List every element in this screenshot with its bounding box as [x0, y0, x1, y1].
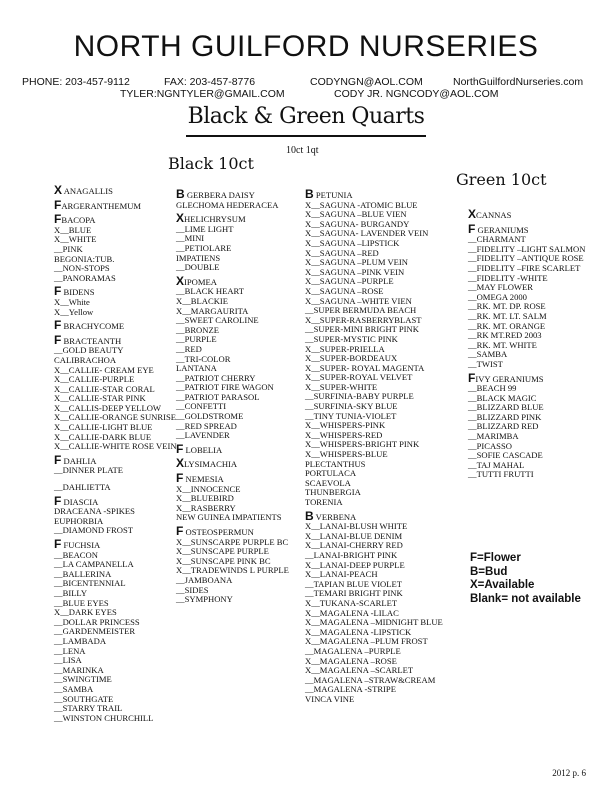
list-item: __WINSTON CHURCHILL: [54, 712, 154, 723]
list-item: __TINY TUNIA-VIOLET: [305, 410, 397, 421]
list-item: X__CALLIE-STAR CORAL: [54, 383, 155, 394]
list-item: __DOUBLE: [176, 262, 220, 273]
category-heading: [54, 539, 177, 551]
list-item: CALIBRACHOA: [54, 354, 117, 365]
plant-list-column-2: [176, 186, 289, 605]
list-item: X__WHISPERS-BLUE: [305, 449, 388, 460]
status-marker: F: [54, 197, 62, 212]
list-item: __MARIMBA: [468, 431, 519, 442]
list-item: THUNBERGIA: [305, 487, 361, 498]
list-item: __RK. MT. LT. SALM: [468, 310, 547, 321]
list-item: __PETIOLARE: [176, 242, 232, 253]
list-item: X__SAGUNA –PURPLE: [305, 276, 394, 287]
list-item: __RK. MT. ORANGE: [468, 320, 546, 331]
list-item: X__CALLIS-DEEP YELLOW: [54, 402, 162, 413]
list-item: __TAJ MAHAL: [468, 459, 525, 470]
list-item: __BILLY: [54, 587, 88, 598]
list-item: __TRI-COLOR: [176, 353, 231, 364]
list-item: X__MAGALENA –ROSE: [305, 655, 397, 666]
list-item: __RED: [176, 343, 202, 354]
list-item: __SUPER-MYSTIC PINK: [305, 333, 398, 344]
list-item: __SAMBA: [468, 349, 508, 360]
list-item: X__SAGUNA –ROSE: [305, 285, 384, 296]
list-item: X__LANAI-BLUE DENIM: [305, 530, 403, 541]
list-item: __RED SPREAD: [176, 420, 237, 431]
list-item: X__MAGALENA -LILAC: [305, 607, 399, 618]
list-item: __MAGALENA –PURPLE: [305, 645, 401, 656]
list-item: __MAGALENA –STRAW&CREAM: [305, 674, 436, 685]
list-item: __TAPIAN BLUE VIOLET: [305, 578, 403, 589]
list-item: TORENIA: [305, 497, 343, 507]
list-item: __DAHLIETTA: [54, 482, 111, 493]
category-heading: [176, 458, 289, 470]
list-item: X__CALLIE-LIGHT BLUE: [54, 422, 153, 433]
category-heading: [176, 526, 289, 538]
list-item: X__CALLIE-WHITE ROSE VEIN: [54, 441, 177, 452]
list-item: __BLUE EYES: [54, 597, 109, 608]
category-name: IVY GERANIUMS: [475, 373, 544, 384]
list-item: __RK. MT. WHITE: [468, 339, 537, 350]
status-marker: F: [54, 212, 62, 227]
list-item: X__CALLIE-DARK BLUE: [54, 431, 152, 442]
status-marker: F: [54, 452, 62, 467]
list-item: __BLACK MAGIC: [468, 392, 537, 403]
list-item: X__LANAI-CHERRY RED: [305, 540, 403, 551]
status-marker: F: [54, 537, 62, 551]
list-item: __PURPLE: [176, 334, 217, 345]
category-name: IPOMEA: [184, 276, 217, 287]
list-item: X__SAGUNA- LAVENDER VEIN: [305, 228, 429, 239]
status-marker: F: [176, 471, 184, 486]
list-item: __FIDELITY –LIGHT SALMON: [468, 243, 586, 254]
category-name: NEMESIA: [183, 474, 224, 485]
page-footer: 2012 p. 6: [552, 768, 586, 778]
list-item: X__WHISPERS-BRIGHT PINK: [305, 439, 420, 450]
list-item: X__SUNSCARPE PURPLE BC: [176, 536, 289, 547]
list-item: X__White: [54, 296, 90, 307]
list-item: X__SAGUNA –PLUM VEIN: [305, 257, 408, 268]
list-item: X__TRADEWINDS L PURPLE: [176, 565, 289, 576]
list-item: __CHARMANT: [468, 234, 526, 245]
list-item: X__WHISPERS-PINK: [305, 420, 386, 431]
list-item: DRACEANA -SPIKES: [54, 506, 135, 517]
list-item: X__SUPER- ROYAL MAGENTA: [305, 362, 425, 373]
category-name: BACOPA: [61, 215, 96, 226]
list-item: X__MAGALENA –PLUM FROST: [305, 636, 428, 647]
list-item: __PATRIOT CHERRY: [176, 372, 256, 383]
list-item: __DIAMOND FROST: [54, 525, 134, 536]
list-item: __DINNER PLATE: [54, 465, 123, 476]
legend-flower: F=Flower: [470, 552, 521, 564]
plant-list-column-3: [305, 186, 443, 704]
list-item: X__MAGALENA –MIDNIGHT BLUE: [305, 617, 443, 628]
list-item: X__INNOCENCE: [176, 483, 241, 494]
list-item: X__CALLIE-ORANGE SUNRISE: [54, 412, 176, 423]
list-item: X__CALLIE-PURPLE: [54, 374, 135, 385]
status-marker: F: [54, 284, 62, 299]
category-heading: [176, 441, 289, 456]
category-heading: [305, 189, 443, 201]
status-marker: B: [176, 187, 185, 201]
list-item: X__BLACKIE: [176, 295, 229, 306]
list-item: __MINI: [176, 233, 205, 244]
subtitle-size: 10ct 1qt: [286, 145, 319, 156]
list-item: X__SUNSCAPE PINK BC: [176, 555, 271, 566]
category-heading: [468, 209, 585, 221]
list-item: X__Yellow: [54, 306, 94, 317]
list-item: X__MARGAURITA: [176, 305, 249, 316]
status-marker: X: [176, 273, 185, 288]
list-item: X__SAGUNA –WHITE VIEN: [305, 295, 412, 306]
website-link[interactable]: NorthGuilfordNurseries.com: [453, 76, 584, 88]
list-item: __LANAI-BRIGHT PINK: [305, 549, 398, 560]
plant-list-column-4: [468, 206, 585, 480]
list-item: __BICENTENNIAL: [54, 578, 126, 589]
status-marker: B: [305, 187, 314, 201]
subtitle-underline: [186, 135, 426, 137]
list-item: __NON-STOPS: [54, 263, 110, 274]
list-item: __BEACON: [54, 549, 98, 560]
list-item: __PICASSO: [468, 440, 512, 451]
phone: PHONE: 203-457-9112: [22, 76, 130, 88]
list-item: GLECHOMA HEDERACEA: [176, 199, 279, 210]
list-item: __BEACH 99: [468, 383, 517, 394]
list-item: X__LANAI-PEACH: [305, 569, 378, 580]
list-item: BEGONIA:TUB.: [54, 253, 115, 264]
category-name: LYSIMACHIA: [184, 459, 238, 470]
list-item: __LA CAMPANELLA: [54, 559, 134, 570]
list-item: VINCA VINE: [305, 693, 355, 704]
legend-available: X=Available: [470, 579, 535, 591]
list-item: X__SAGUNA- BURGANDY: [305, 218, 410, 229]
list-item: __MAY FLOWER: [468, 282, 534, 293]
list-item: __GOLD BEAUTY: [54, 345, 124, 356]
category-name: VERBENA: [313, 511, 357, 522]
list-item: __RK. MT. DP. ROSE: [468, 301, 546, 312]
list-item: __SOUTHGATE: [54, 693, 114, 704]
list-item: X__SUPER-PRIELLA: [305, 343, 385, 354]
list-item: __TWIST: [468, 358, 503, 369]
legend: [470, 552, 581, 606]
list-item: PLECTANTHUS: [305, 458, 366, 469]
category-name: BRACTEANTH: [61, 335, 122, 346]
list-item: __FIDELITY –FIRE SCARLET: [468, 262, 581, 273]
list-item: __BLIZZARD BLUE: [468, 402, 544, 413]
category-name: DIASCIA: [61, 496, 99, 507]
list-item: IMPATIENS: [176, 252, 221, 263]
list-item: X__SUPER-ROYAL VELVET: [305, 372, 413, 383]
list-item: __LAMBADA: [54, 635, 107, 646]
list-item: __BRONZE: [176, 324, 219, 335]
list-item: X__SUPER-WHITE: [305, 381, 378, 392]
list-item: EUPHORBIA: [54, 515, 104, 526]
status-marker: F: [468, 221, 476, 236]
status-marker: B: [305, 508, 314, 523]
status-marker: X: [176, 211, 185, 226]
list-item: __FIDELITY –ANTIQUE ROSE: [468, 253, 584, 264]
list-item: __DOLLAR PRINCESS: [54, 616, 140, 627]
category-name: DAHLIA: [61, 455, 97, 466]
list-item: __LAVENDER: [176, 430, 230, 441]
category-name: OSTEOSPERMUN: [183, 527, 254, 537]
list-item: X__CALLIE-STAR PINK: [54, 393, 146, 404]
list-item: __MAGALENA -STRIPE: [305, 684, 396, 695]
list-item: __SUPER BERMUDA BEACH: [305, 305, 417, 316]
category-heading: [54, 197, 177, 212]
list-item: X__BLUE: [54, 224, 92, 235]
category-heading: [54, 185, 177, 197]
list-item: X__SUNSCAPE PURPLE: [176, 546, 269, 557]
category-name: PETUNIA: [313, 190, 353, 200]
category-name: ARGERANTHEMUM: [61, 200, 142, 211]
status-marker: F: [54, 493, 62, 508]
green-10ct-heading: Green 10ct: [456, 170, 547, 189]
list-item: __LENA: [54, 645, 86, 656]
email-cody-jr[interactable]: CODY JR. NGNCODY@AOL.COM: [334, 88, 499, 100]
list-item: __FIDELITY -WHITE: [468, 272, 548, 283]
list-item: X__SAGUNA –RED: [305, 247, 379, 258]
list-item: __BLIZZARD RED: [468, 421, 539, 432]
list-item: X__WHISPERS-RED: [305, 429, 383, 440]
category-name: HELICHRYSUM: [184, 214, 246, 225]
status-marker: X: [468, 207, 477, 221]
list-item: __SUPER-MINI BRIGHT PINK: [305, 324, 419, 335]
list-item: __PANORAMAS: [54, 272, 116, 283]
list-item: NEW GUINEA IMPATIENTS: [176, 512, 282, 523]
plant-list-column-1: [54, 182, 177, 723]
list-item: __SYMPHONY: [176, 594, 233, 605]
category-name: LOBELIA: [183, 444, 223, 455]
category-name: CANNAS: [476, 210, 512, 220]
list-item: __SWINGTIME: [54, 674, 112, 685]
list-item: __LIME LIGHT: [176, 223, 234, 234]
list-item: LANTANA: [176, 363, 217, 374]
category-heading: [54, 320, 177, 332]
list-item: __TUTTI FRUTTI: [468, 469, 534, 480]
list-item: __BALLERINA: [54, 568, 112, 579]
list-item: X__RASBERRY: [176, 502, 236, 513]
status-marker: F: [176, 524, 184, 538]
legend-not-available: Blank= not available: [470, 592, 581, 605]
list-item: __STARRY TRAIL: [54, 703, 123, 714]
list-item: __MARINKA: [54, 664, 104, 675]
category-name: BIDENS: [61, 287, 95, 298]
list-item: SCAEVOLA: [305, 477, 351, 488]
status-marker: X: [176, 456, 185, 471]
list-item: __SURFINIA-SKY BLUE: [305, 401, 398, 412]
list-item: __BLIZZARD PINK: [468, 411, 542, 422]
list-item: X__SUPER-BORDEAUX: [305, 353, 398, 364]
list-item: __PINK: [54, 243, 83, 254]
list-item: X__SAGUNA -ATOMIC BLUE: [305, 199, 418, 210]
list-item: __SURFINIA-BABY PURPLE: [305, 391, 414, 402]
list-item: X__SUPER-RASBERRYBLAST: [305, 314, 422, 325]
list-item: X__SAGUNA –BLUE VIEN: [305, 209, 407, 220]
page-subtitle: Black & Green Quarts: [187, 104, 425, 129]
list-item: __RK MT.RED 2003: [468, 330, 542, 341]
status-marker: F: [468, 370, 476, 385]
list-item: X__MAGALENA –SCARLET: [305, 665, 414, 676]
email-tyler[interactable]: TYLER:NGNTYLER@GMAIL.COM: [120, 88, 285, 100]
status-marker: F: [176, 441, 184, 456]
list-item: __TEMARI BRIGHT PINK: [305, 588, 403, 599]
list-item: __JAMBOANA: [176, 574, 233, 585]
list-item: __LISA: [54, 655, 82, 666]
category-name: GERANIUMS: [475, 224, 529, 235]
list-item: X__BLUEBIRD: [176, 493, 234, 504]
list-item: X__MAGALENA -LIPSTICK: [305, 626, 412, 637]
list-item: __SIDES: [176, 584, 209, 595]
list-item: __GARDENMEISTER: [54, 626, 136, 637]
black-10ct-heading: Black 10ct: [168, 154, 254, 173]
category-heading: [176, 473, 289, 485]
list-item: __BLACK HEART: [176, 286, 244, 297]
list-item: X__DARK EYES: [54, 607, 117, 618]
list-item: X__WHITE: [54, 234, 97, 245]
list-item: X__CALLIE- CREAM EYE: [54, 364, 154, 375]
list-item: X__TUKANA-SCARLET: [305, 597, 398, 608]
list-item: __PATRIOT FIRE WAGON: [176, 382, 274, 393]
status-marker: F: [54, 318, 62, 333]
list-item: __SOFIE CASCADE: [468, 450, 543, 461]
category-name: ANAGALLIS: [62, 186, 113, 196]
category-name: FUCHSIA: [61, 540, 101, 550]
fax: FAX: 203-457-8776: [164, 76, 256, 88]
category-heading: [176, 189, 289, 201]
status-marker: X: [54, 183, 63, 197]
email-cody[interactable]: CODYNGN@AOL.COM: [310, 76, 423, 88]
list-item: X__SAGUNA –PINK VEIN: [305, 266, 405, 277]
list-item: __SWEET CAROLINE: [176, 315, 259, 326]
list-item: __CONFETTI: [176, 401, 227, 412]
category-name: GERBERA DAISY: [184, 190, 255, 200]
list-item: __PATRIOT PARASOL: [176, 391, 260, 402]
list-item: X__SAGUNA –LIPSTICK: [305, 237, 400, 248]
list-item: PORTULACA: [305, 468, 357, 479]
category-name: BRACHYCOME: [61, 321, 125, 332]
list-item: __SAMBA: [54, 683, 94, 694]
status-marker: F: [54, 332, 62, 347]
list-item: X__LANAI-DEEP PURPLE: [305, 559, 405, 570]
list-item: __OMEGA 2000: [468, 291, 527, 302]
legend-bud: B=Bud: [470, 565, 508, 578]
list-item: __GOLDSTROME: [176, 411, 244, 422]
company-title: NORTH GUILFORD NURSERIES: [73, 30, 539, 63]
list-item: X__LANAI-BLUSH WHITE: [305, 521, 408, 532]
